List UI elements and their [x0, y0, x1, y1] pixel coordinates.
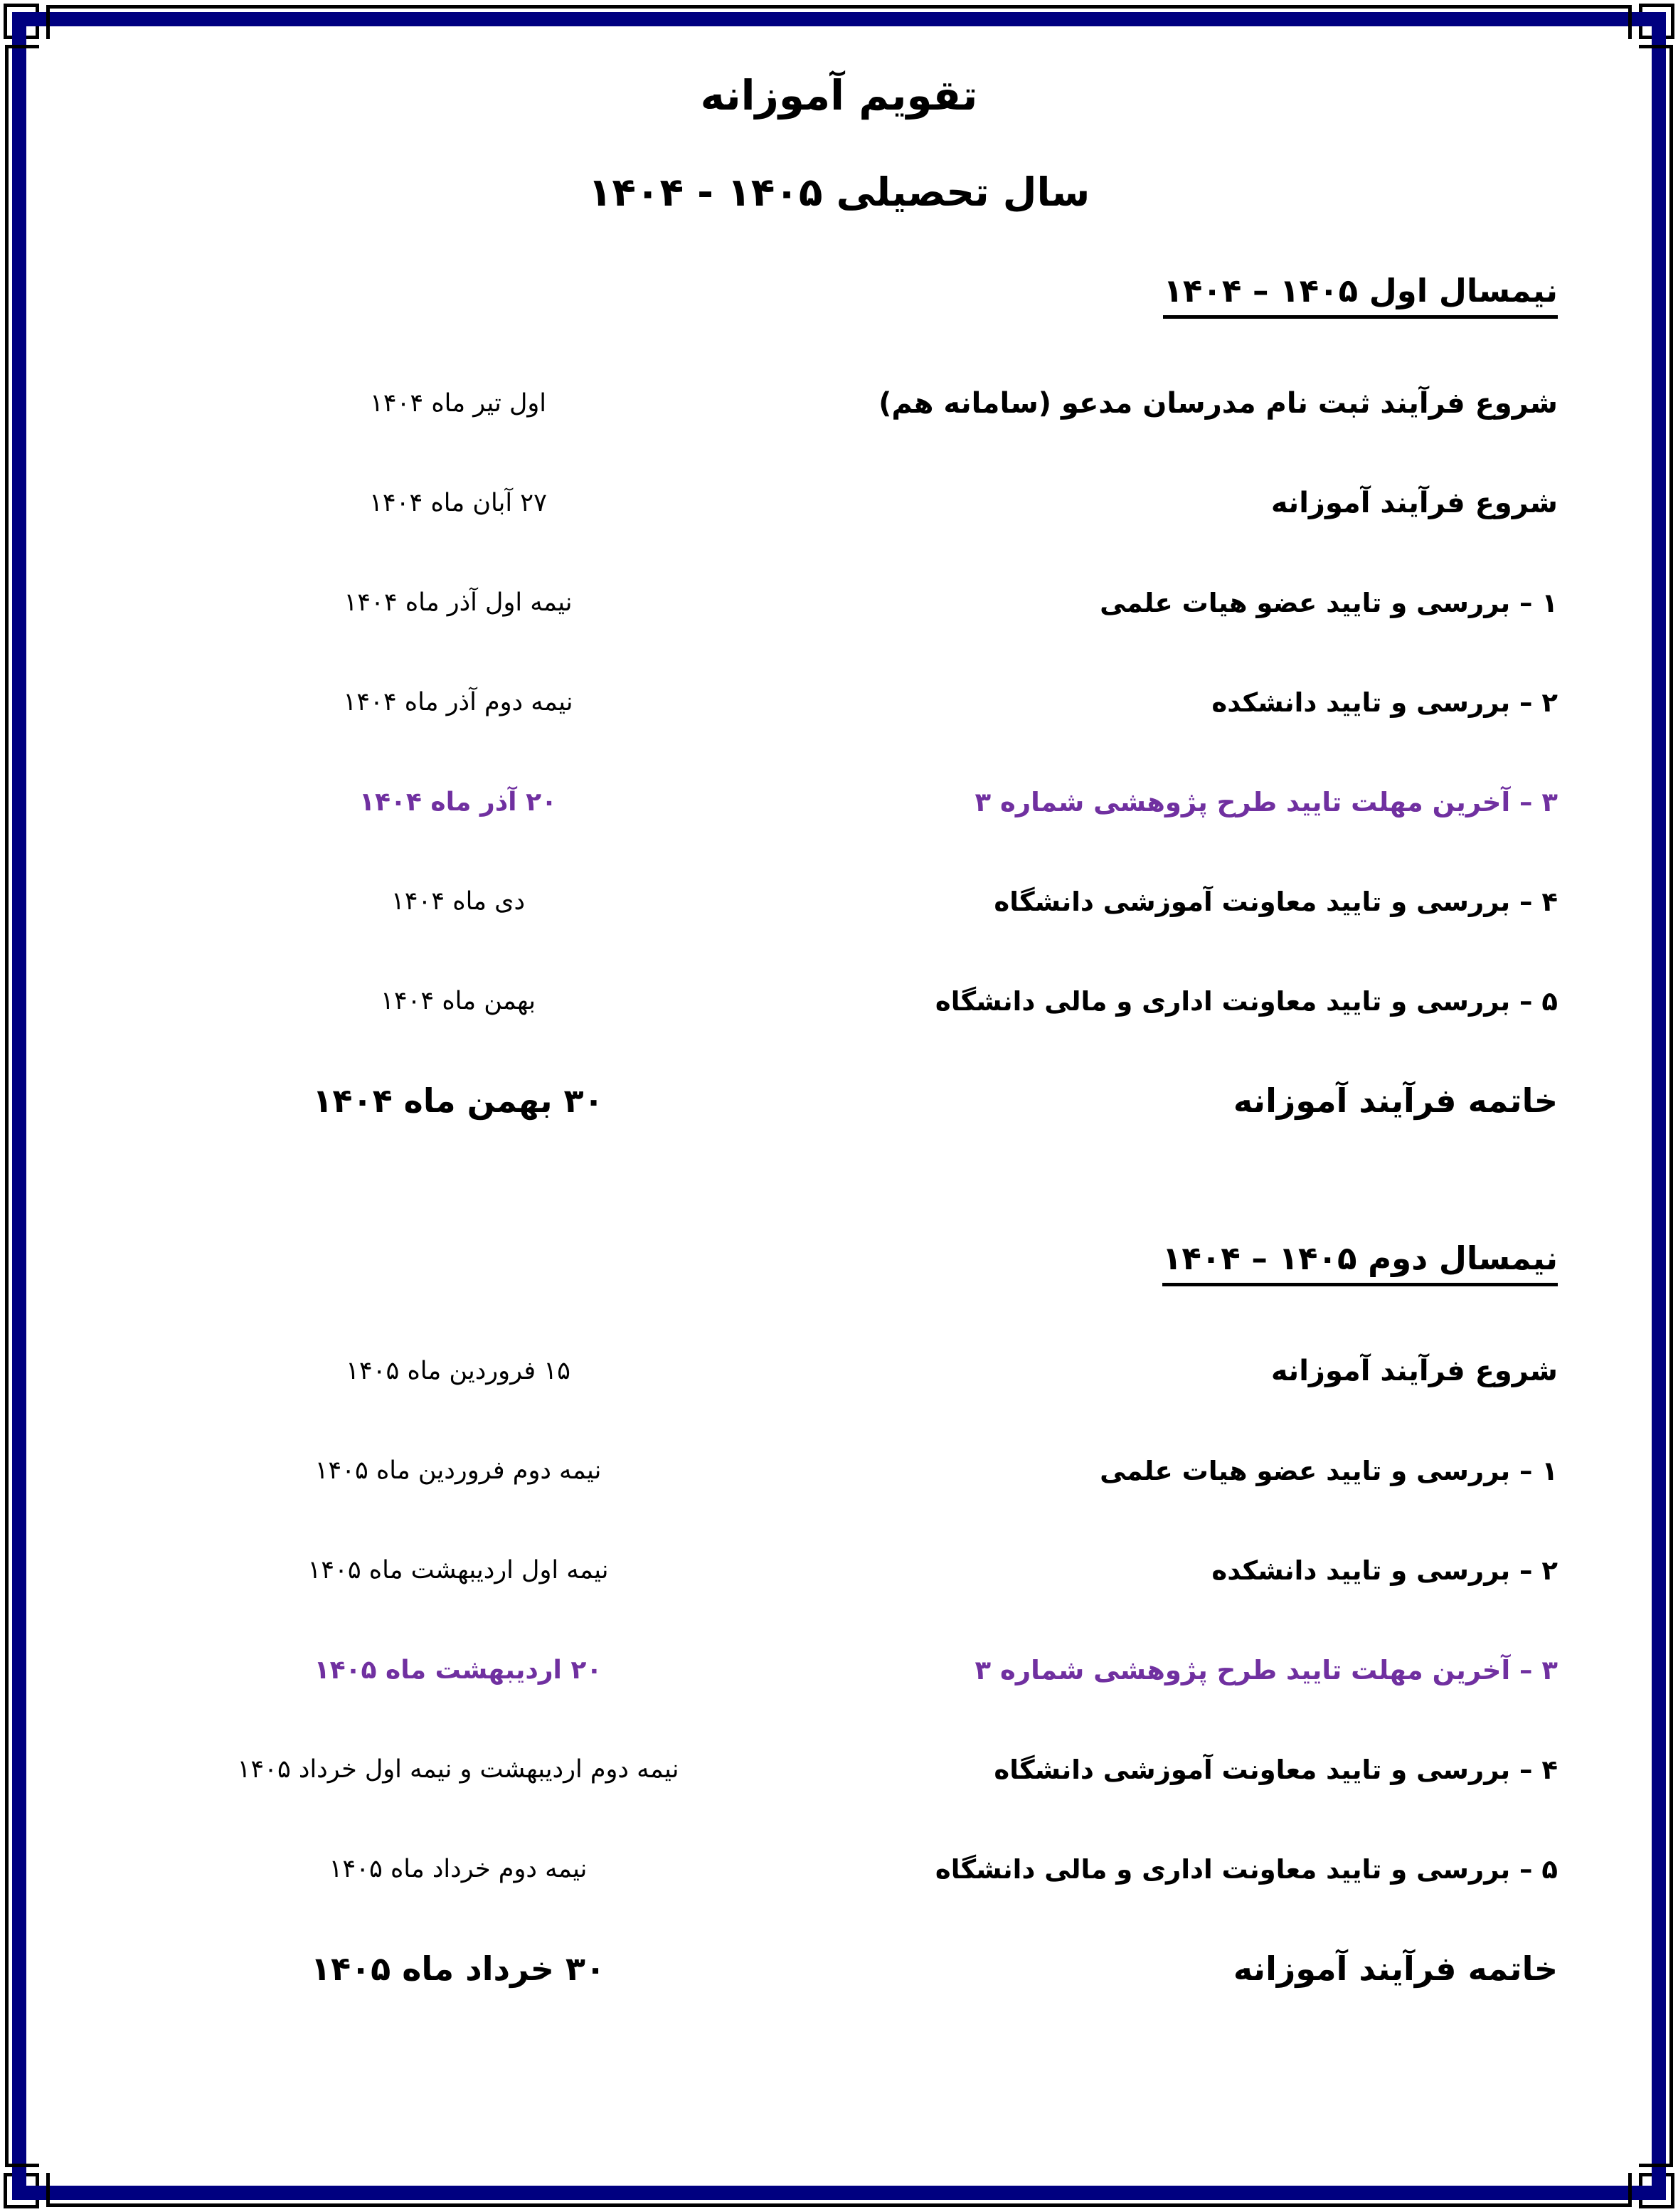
row-label: ۱ – بررسی و تایید عضو هیات علمی [1100, 587, 1558, 618]
calendar-row [120, 1830, 1558, 1908]
row-date: نیمه دوم آذر ماه ۱۴۰۴ [343, 688, 573, 716]
row-label: شروع فرآیند آموزانه [1270, 487, 1558, 519]
row-date: نیمه اول اردیبهشت ماه ۱۴۰۵ [307, 1556, 609, 1584]
calendar-row [120, 1730, 1558, 1809]
calendar-row [120, 763, 1558, 841]
row-label: ۵ – بررسی و تایید معاونت اداری و مالی دانشگاه [935, 985, 1558, 1017]
row-label: ۲ – بررسی و تایید دانشکده [1211, 1555, 1558, 1586]
calendar-row [120, 1332, 1558, 1410]
row-date: دی ماه ۱۴۰۴ [391, 887, 526, 916]
page-subtitle: سال تحصیلی ۱۴۰۵ - ۱۴۰۴ [588, 169, 1090, 215]
row-label: شروع فرآیند آموزانه [1270, 1355, 1558, 1387]
row-label: شروع فرآیند ثبت نام مدرسان مدعو (سامانه هم) [878, 387, 1558, 420]
row-date: ۳۰ بهمن ماه ۱۴۰۴ [312, 1081, 604, 1120]
row-date: اول تیر ماه ۱۴۰۴ [370, 389, 546, 418]
calendar-row [120, 563, 1558, 642]
row-date: ۲۷ آبان ماه ۱۴۰۴ [369, 489, 547, 517]
calendar-row [120, 1631, 1558, 1709]
row-label: ۲ – بررسی و تایید دانشکده [1211, 687, 1558, 718]
calendar-row [120, 663, 1558, 741]
row-date: ۲۰ اردیبهشت ماه ۱۴۰۵ [314, 1655, 602, 1685]
calendar-row [120, 962, 1558, 1040]
row-label: ۱ – بررسی و تایید عضو هیات علمی [1100, 1455, 1558, 1486]
page-title: تقویم آموزانه [700, 71, 978, 120]
row-date: ۳۰ خرداد ماه ۱۴۰۵ [310, 1949, 606, 1988]
row-label: ۴ – بررسی و تایید معاونت آموزشی دانشگاه [994, 1754, 1558, 1785]
row-label: خاتمه فرآیند آموزانه [1233, 1081, 1558, 1120]
row-date: بهمن ماه ۱۴۰۴ [381, 987, 536, 1015]
calendar-row [120, 464, 1558, 542]
row-date: نیمه دوم فروردین ماه ۱۴۰۵ [314, 1456, 602, 1485]
calendar-row [120, 1432, 1558, 1510]
calendar-row [120, 1930, 1558, 2008]
row-date: نیمه دوم اردیبهشت و نیمه اول خرداد ۱۴۰۵ [237, 1755, 679, 1784]
semester-header-2: نیمسال دوم ۱۴۰۵ – ۱۴۰۴ [1162, 1239, 1558, 1286]
calendar-row [120, 1062, 1558, 1140]
calendar-row [120, 364, 1558, 443]
semester-header-1: نیمسال اول ۱۴۰۵ – ۱۴۰۴ [1163, 272, 1558, 319]
row-label: خاتمه فرآیند آموزانه [1233, 1949, 1558, 1988]
calendar-row [120, 862, 1558, 941]
row-date: نیمه اول آذر ماه ۱۴۰۴ [344, 588, 573, 617]
calendar-row [120, 1531, 1558, 1609]
row-date: ۲۰ آذر ماه ۱۴۰۴ [359, 787, 558, 817]
row-label: ۳ – آخرین مهلت تایید طرح پژوهشی شماره ۳ [975, 786, 1558, 817]
row-date: نیمه دوم خرداد ماه ۱۴۰۵ [329, 1855, 588, 1883]
row-label: ۵ – بررسی و تایید معاونت اداری و مالی دانشگاه [935, 1853, 1558, 1885]
row-date: ۱۵ فروردین ماه ۱۴۰۵ [346, 1357, 570, 1385]
row-label: ۴ – بررسی و تایید معاونت آموزشی دانشگاه [994, 886, 1558, 917]
row-label: ۳ – آخرین مهلت تایید طرح پژوهشی شماره ۳ [975, 1654, 1558, 1686]
